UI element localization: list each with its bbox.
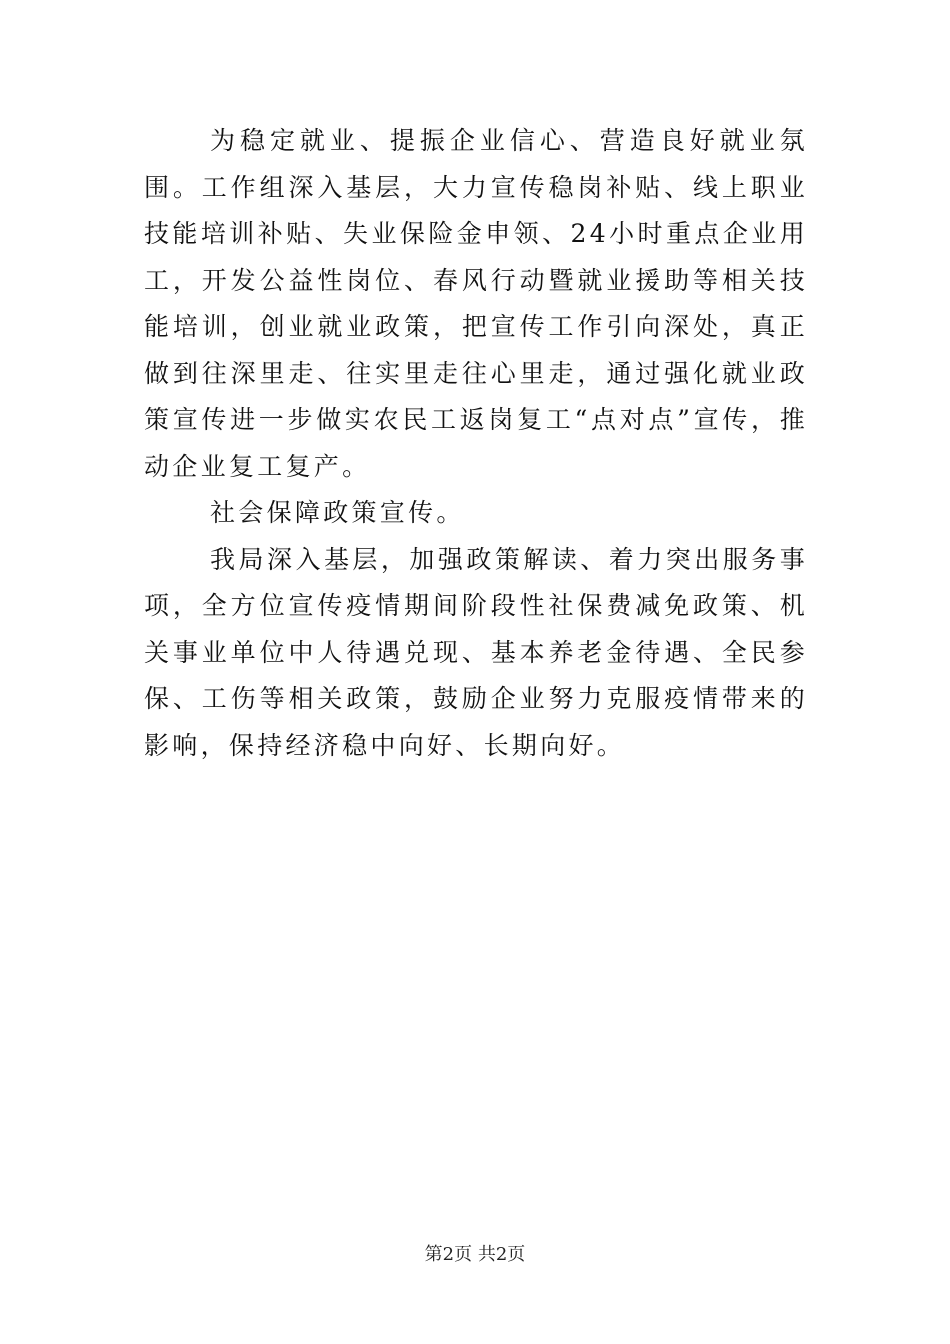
paragraph-social-security-heading: 社会保障政策宣传。	[210, 498, 465, 527]
page-footer: 第2页 共2页	[424, 1244, 526, 1265]
document-body	[144, 118, 808, 769]
paragraph-social-security-policy: 我局深入基层，加强政策解读、着力突出服务事项，全方位宣传疫情期间阶段性社保费减免政策、机关事业单位中人待遇兑现、基本养老金待遇、全民参保、工伤等相关政策，鼓励企业努力克服疫情带来的影响，保持经济稳中向好、长期向好。	[144, 544, 808, 760]
paragraph-employment-policy: 为稳定就业、提振企业信心、营造良好就业氛围。工作组深入基层，大力宣传稳岗补贴、线上职业技能培训补贴、失业保险金申领、24小时重点企业用工，开发公益性岗位、春风行动暨就业援助等相关技能培训，创业就业政策，把宣传工作引向深处，真正做到往深里走、往实里走往心里走，通过强化就业政策宣传进一步做实农民工返岗复工“点对点”宣传，推动企业复工复产。	[144, 126, 808, 481]
